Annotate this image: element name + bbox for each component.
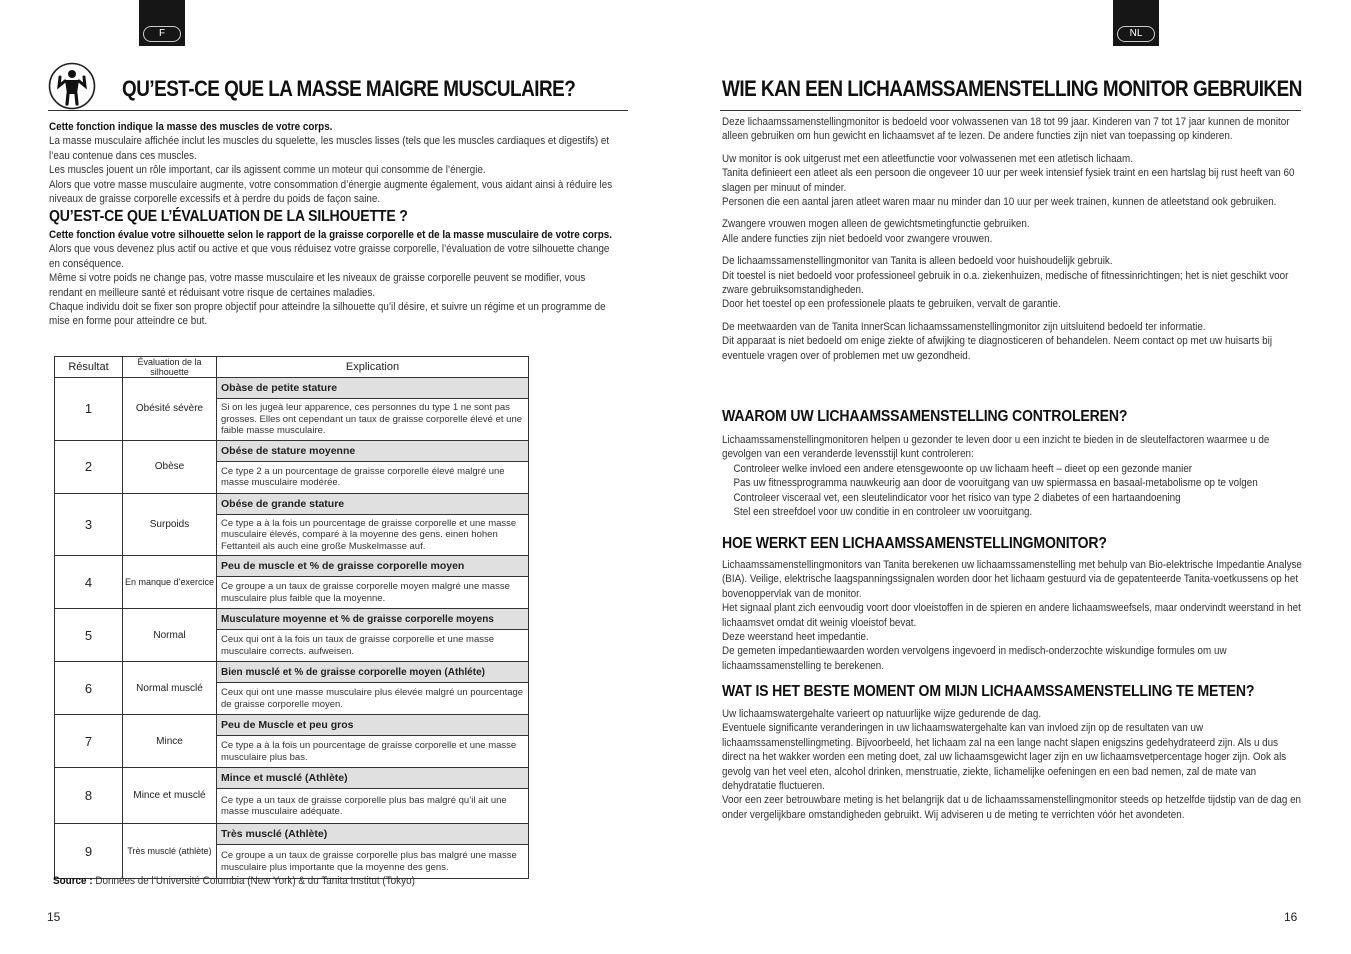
silhouette-paragraph: Alors que vous devenez plus actif ou active et que vous réduisez votre graisse corporelle, l’évaluation de votre silhouette change en conséquence. [49,243,610,270]
section-heading: WAT IS HET BESTE MOMENT OM MIJN LICHAAMSSAMENSTELLING TE METEN? [722,683,1255,700]
usage-paragraph: Zwangere vrouwen mogen alleen de gewichtsmetingfunctie gebruiken. [722,218,1030,231]
silhouette-table [54,356,529,879]
result-category: En manque d’exercice [123,556,217,609]
explanation-text: Ce groupe a un taux de graisse corporelle moyen malgré une masse musculaire plus faible que la moyenne. [217,577,529,609]
silhouette-lead: Cette fonction évalue votre silhouette selon le rapport de la graisse corporelle et de la masse musculaire de votre corps. [49,229,612,241]
explanation-heading: Bien musclé et % de graisse corporelle moyen (Athléte) [217,662,529,683]
intro-paragraph: Alors que votre masse musculaire augmente, votre consommation d’énergie augmente également, vous aidant ainsi à réduire les niveaux de graisse corporelle excessifs et à perdre du poids de façon saine. [49,178,613,206]
list-item: Pas uw fitnessprogramma nauwkeurig aan door de vooruitgang van uw spiermassa en basaal-metabolisme op te volgen [733,477,1258,490]
page-title: WIE KAN EEN LICHAAMSSAMENSTELLING MONITOR GEBRUIKEN [722,76,1302,101]
language-label: F [143,26,181,42]
usage-paragraph: De meetwaarden van de Tanita InnerScan lichaamssamenstellingmonitor zijn uitsluitend bedoeld ter informatie. [722,320,1206,333]
when-paragraph: Eventuele significante veranderingen in uw lichaamswatergehalte kan van invloed zijn op de resultaten van uw lichaamssamenstellingmeting. Bijvoorbeeld, het lichaam zal na een lange nacht slapen enigszins gedehydrateerd zijn. Als u dus direct na het wakker worden een meting doet, zal uw lichaamsgewicht lager zijn en uw lichaamsvetpercentage hoger zijn. Ook als gevolg van het veel eten, alcohol drinken, menstruatie, ziekte, lichamelijke oefeningen en een bad nemen, zal de mate van dehydratatie fluctueren. [722,722,1287,793]
page-title: QU’EST-CE QUE LA MASSE MAIGRE MUSCULAIRE? [122,76,576,101]
explanation-text: Ce type a un taux de graisse corporelle plus bas malgré qu’il ait une masse musculaire adéquate. [217,789,529,824]
why-list [722,462,1303,520]
table-row [55,715,529,736]
explanation-text: Ce groupe a un taux de graisse corporelle plus bas malgré une masse musculaire plus importante que la moyenne des gens. [217,845,529,879]
intro-lead: Cette fonction indique la masse des muscles de votre corps. [49,121,333,133]
result-category: Obèse [123,440,217,493]
silhouette-block [49,228,617,329]
explanation-heading: Obése de stature moyenne [217,440,529,461]
page-right [676,0,1351,954]
result-number: 1 [55,378,123,441]
table-row [55,609,529,630]
header-evaluation: Évaluation de la silhouette [123,357,217,378]
explanation-heading: Peu de muscle et % de graisse corporelle moyen [217,556,529,577]
page-left [0,0,675,954]
result-number: 8 [55,768,123,824]
explanation-heading: Très musclé (Athlète) [217,824,529,845]
when-block [722,707,1303,822]
how-paragraph: Lichaamssamenstellingmonitors van Tanita berekenen uw lichaamssamenstelling met behulp van Bio-elektrische Impedantie Analyse (BIA). Veilige, elektrische laagspanningssignalen worden door het lichaam gestuurd via de gepatenteerde Tanita-voetkussens op het bovenoppervlak van de monitor. [722,559,1302,600]
explanation-heading: Obàse de petite stature [217,378,529,399]
explanation-heading: Musculature moyenne et % de graisse corporelle moyens [217,609,529,630]
how-block [722,558,1303,673]
table-row [55,440,529,461]
source-text: Données de l’Université Columbia (New York) & du Tanita Institut (Tokyo) [95,875,415,887]
intro-paragraph: Les muscles jouent un rôle important, car ils agissent comme un moteur qui consomme de l’énergie. [49,164,486,177]
page-number: 16 [1284,910,1298,924]
result-number: 3 [55,493,123,556]
usage-block [722,115,1303,363]
result-category: Surpoids [123,493,217,556]
explanation-heading: Obése de grande stature [217,493,529,514]
title-rule [48,110,628,111]
explanation-text: Si on les jugeà leur apparence, ces personnes du type 1 ne sont pas grosses. Elles ont cependant un taux de graisse corporelle élevé et une faible masse musculaire. [217,399,529,441]
table-row [55,662,529,683]
section-heading: QU’EST-CE QUE L’ÉVALUATION DE LA SILHOUETTE ? [49,208,408,225]
result-category: Normal musclé [123,662,217,715]
usage-paragraph: Uw monitor is ook uitgerust met een atleetfunctie voor volwassenen met een atletisch lichaam. [722,152,1133,165]
source-note [53,875,415,887]
how-paragraph: Het signaal plant zich eenvoudig voort door vloeistoffen in de spieren en andere lichaamsweefsels, maar ondervindt weerstand in het lichaamsvet omdat dit weinig vloeistof bevat. [722,602,1301,629]
result-category: Mince et musclé [123,768,217,824]
result-number: 9 [55,824,123,879]
header-result: Résultat [55,357,123,378]
page-number: 15 [47,910,61,924]
usage-paragraph: Alle andere functies zijn niet bedoeld voor zwangere vrouwen. [722,232,993,245]
section-heading: HOE WERKT EEN LICHAAMSSAMENSTELLINGMONITOR? [722,535,1107,552]
how-paragraph: De gemeten impedantiewaarden worden vervolgens ingevoerd in medisch-onderzochte wiskundige formules om uw lichaamssamenstelling te berekenen. [722,645,1227,672]
result-number: 6 [55,662,123,715]
result-number: 5 [55,609,123,662]
when-paragraph: Uw lichaamswatergehalte varieert op natuurlijke wijze gedurende de dag. [722,708,1042,720]
silhouette-paragraph: Même si votre poids ne change pas, votre masse musculaire et les niveaux de graisse corporelle peuvent se modifier, vous rendant en meilleure santé et réduisant votre risque de certaines maladies. [49,272,586,299]
why-paragraph: Lichaamssamenstellingmonitoren helpen u gezonder te leven door u een inzicht te bieden in de sleutelfactoren waarmee u de gevolgen van een veranderde levensstijl kunt controleren: [722,434,1270,461]
source-label: Source : [53,875,93,887]
usage-paragraph: Deze lichaamssamenstellingmonitor is bedoeld voor volwassenen van 18 tot 99 jaar. Kinderen van 7 tot 17 jaar kunnen de monitor alleen gebruiken om hun gewicht en lichaamsvet af te lezen. De andere functies zijn niet van toepassing op kinderen. [722,116,1290,143]
table-header-row [55,357,529,378]
intro-paragraph: La masse musculaire affichée inclut les muscles du squelette, les muscles lisses (tels que les muscles cardiaques et digestifs) et l’eau contenue dans ces muscles. [49,135,610,162]
language-tab-nl [1113,0,1159,46]
why-block [722,433,1303,519]
explanation-text: Ceux qui ont à la fois un taux de graisse corporelle et une masse musculaire corrects. aufweisen. [217,630,529,662]
explanation-text: Ce type a à la fois un pourcentage de graisse corporelle et une masse musculaire plus bas. [217,736,529,768]
table-row [55,824,529,845]
result-number: 7 [55,715,123,768]
usage-paragraph: Dit toestel is niet bedoeld voor professioneel gebruik in o.a. ziekenhuizen, medische of fitnessinrichtingen; het is niet geschikt voor zware gebruiksomstandigheden. [722,269,1289,297]
language-label: NL [1117,26,1155,42]
header-explanation: Explication [217,357,529,378]
explanation-text: Ceux qui ont une masse musculaire plus élevée malgré un pourcentage de graisse corporelle moyen. [217,683,529,715]
when-paragraph: Voor een zeer betrouwbare meting is het belangrijk dat u de lichaamssamenstellingmonitor steeds op hetzelfde tijdstip van de dag en onder vergelijkbare omstandigheden gebruikt. Wij adviseren u de meting te verrichten vóór het avondeten. [722,794,1302,821]
list-item: Stel een streefdoel voor uw conditie in en controleer uw vooruitgang. [733,506,1033,519]
result-number: 4 [55,556,123,609]
result-category: Très musclé (athlète) [123,824,217,879]
usage-paragraph: Door het toestel op een professionele plaats te gebruiken, vervalt de garantie. [722,298,1061,311]
result-category: Normal [123,609,217,662]
usage-paragraph: De lichaamssamenstellingmonitor van Tanita is alleen bedoeld voor huishoudelijk gebruik. [722,255,1113,268]
title-rule [720,110,1301,111]
list-item: Controleer welke invloed een andere etensgewoonte op uw lichaam heeft – dieet op een gezonde manier [733,462,1193,475]
language-tab-f [139,0,185,46]
table-row [55,556,529,577]
explanation-text: Ce type 2 a un pourcentage de graisse corporelle élevé malgré une masse musculaire modérée. [217,461,529,493]
list-item: Controleer visceraal vet, een sleutelindicator voor het risico van type 2 diabetes of een hartaandoening [733,491,1181,504]
table-row [55,378,529,399]
section-heading: WAAROM UW LICHAAMSSAMENSTELLING CONTROLEREN? [722,408,1128,425]
usage-paragraph: Personen die een aantal jaren atleet waren maar nu minder dan 10 uur per week trainen, kunnen de atleetstand ook gebruiken. [722,196,1277,209]
explanation-heading: Mince et musclé (Athlète) [217,768,529,789]
usage-paragraph: Tanita definieert een atleet als een persoon die ongeveer 10 uur per week intensief fysiek traint en een hartslag bij rust heeft van 60 slagen per minuut of minder. [722,167,1295,194]
explanation-text: Ce type a à la fois un pourcentage de graisse corporelle et une masse musculaire élevés, comparé à la moyenne des gens. einen hohen Fettanteil als auch eine große Muskelmasse auf. [217,514,529,556]
result-category: Mince [123,715,217,768]
explanation-heading: Peu de Muscle et peu gros [217,715,529,736]
how-paragraph: Deze weerstand heet impedantie. [722,631,869,644]
intro-block [49,120,612,206]
strongman-icon [48,62,96,110]
result-category: Obésité sévère [123,378,217,441]
table-row [55,493,529,514]
table-row [55,768,529,789]
usage-paragraph: Dit apparaat is niet bedoeld om enige ziekte of afwijking te diagnosticeren of behandelen. Neem contact op met uw huisarts bij eventuele vragen over of problemen met uw gezondheid. [722,335,1273,362]
silhouette-paragraph: Chaque individu doit se fixer son propre objectif pour atteindre la silhouette qu’il désire, et suivre un régime et un programme de mise en forme pour atteindre ce but. [49,301,606,328]
result-number: 2 [55,440,123,493]
